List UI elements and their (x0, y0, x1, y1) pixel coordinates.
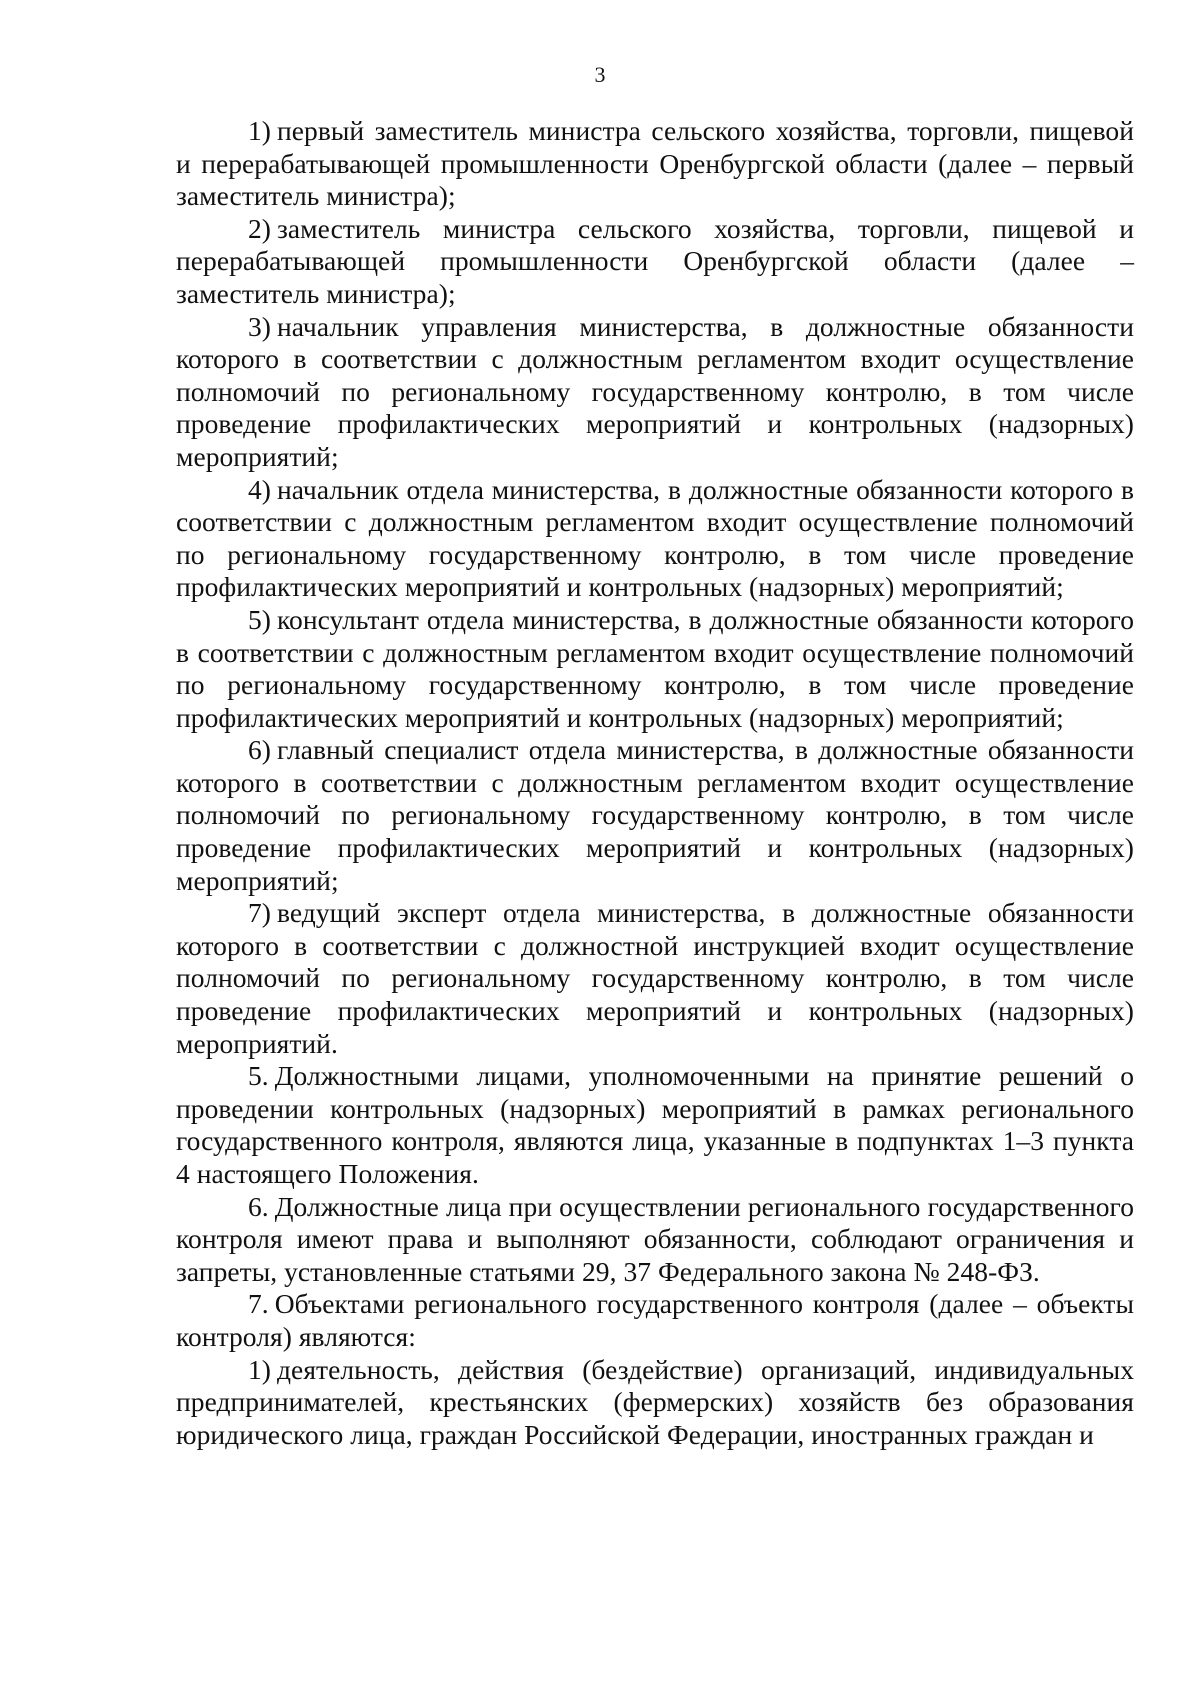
clause-number: 5. (248, 1060, 269, 1092)
paragraph-item-2 (176, 213, 1134, 311)
paragraph-text: начальник отдела министерства, в должностные обязанности которого в соответствии с должностным регламентом входит осуществление полномочий по региональному государственному контролю, в том числе проведение профилактических мероприятий и контрольных (надзорных) мероприятий; (176, 473, 1134, 603)
document-body (176, 115, 1134, 1451)
paragraph-text: начальник управления министерства, в должностные обязанности которого в соответствии с должностным регламентом входит осуществление полномочий по региональному государственному контролю, в том числе проведение профилактических мероприятий и контрольных (надзорных) мероприятий; (176, 310, 1134, 472)
clause-number: 7. (248, 1288, 269, 1320)
item-marker: 1) (248, 115, 272, 146)
paragraph-clause-5 (176, 1060, 1134, 1190)
paragraph-text: консультант отдела министерства, в должностные обязанности которого в соответствии с должностным регламентом входит осуществление полномочий по региональному государственному контролю, в том числе проведение профилактических мероприятий и контрольных (надзорных) мероприятий; (176, 603, 1134, 733)
clause-number: 6. (248, 1190, 269, 1222)
paragraph-text: Должностными лицами, уполномоченными на принятие решений о проведении контрольных (надзорных) мероприятий в рамках регионального государственного контроля, являются лица, указанные в подпунктах 1–3 пункта 4 настоящего Положения. (176, 1060, 1134, 1189)
item-marker: 6) (248, 734, 272, 766)
paragraph-item-1 (176, 115, 1134, 213)
paragraph-item-6 (176, 734, 1134, 897)
item-marker: 7) (248, 897, 272, 929)
item-marker: 4) (248, 473, 272, 505)
paragraph-text: главный специалист отдела министерства, в должностные обязанности которого в соответствии с должностным регламентом входит осуществление полномочий по региональному государственному контролю, в том числе проведение профилактических мероприятий и контрольных (надзорных) мероприятий; (176, 734, 1134, 896)
paragraph-text: Должностные лица при осуществлении регионального государственного контроля имеют права и выполняют обязанности, соблюдают ограничения и запреты, установленные статьями 29, 37 Федерального закона № 248-ФЗ. (176, 1190, 1134, 1287)
paragraph-item-4 (176, 474, 1134, 604)
paragraph-item-3 (176, 311, 1134, 474)
paragraph-text: первый заместитель министра сельского хозяйства, торговли, пищевой и перерабатывающей промышленности Оренбургской области (далее – первый заместитель министра); (176, 115, 1134, 212)
item-marker: 1) (248, 1353, 272, 1385)
paragraph-text: ведущий эксперт отдела министерства, в должностные обязанности которого в соответствии с должностной инструкцией входит осуществление полномочий по региональному государственному контролю, в том числе проведение профилактических мероприятий и контрольных (надзорных) мероприятий. (176, 897, 1134, 1059)
paragraph-text: деятельность, действия (бездействие) организаций, индивидуальных предпринимателей, крестьянских (фермерских) хозяйств без образования юридического лица, граждан Российской Федерации, иностранных граждан и (176, 1353, 1134, 1450)
paragraph-text: заместитель министра сельского хозяйства, торговли, пищевой и перерабатывающей промышленности Оренбургской области (далее – заместитель министра); (176, 212, 1134, 309)
paragraph-text: Объектами регионального государственного контроля (далее – объекты контроля) являются: (176, 1288, 1134, 1352)
page-number: 3 (594, 62, 606, 87)
item-marker: 5) (248, 603, 272, 635)
item-marker: 3) (248, 310, 272, 342)
paragraph-subitem-1 (176, 1354, 1134, 1452)
paragraph-item-5 (176, 604, 1134, 734)
item-marker: 2) (248, 212, 272, 244)
paragraph-item-7 (176, 897, 1134, 1060)
paragraph-clause-6 (176, 1191, 1134, 1289)
paragraph-clause-7 (176, 1288, 1134, 1353)
